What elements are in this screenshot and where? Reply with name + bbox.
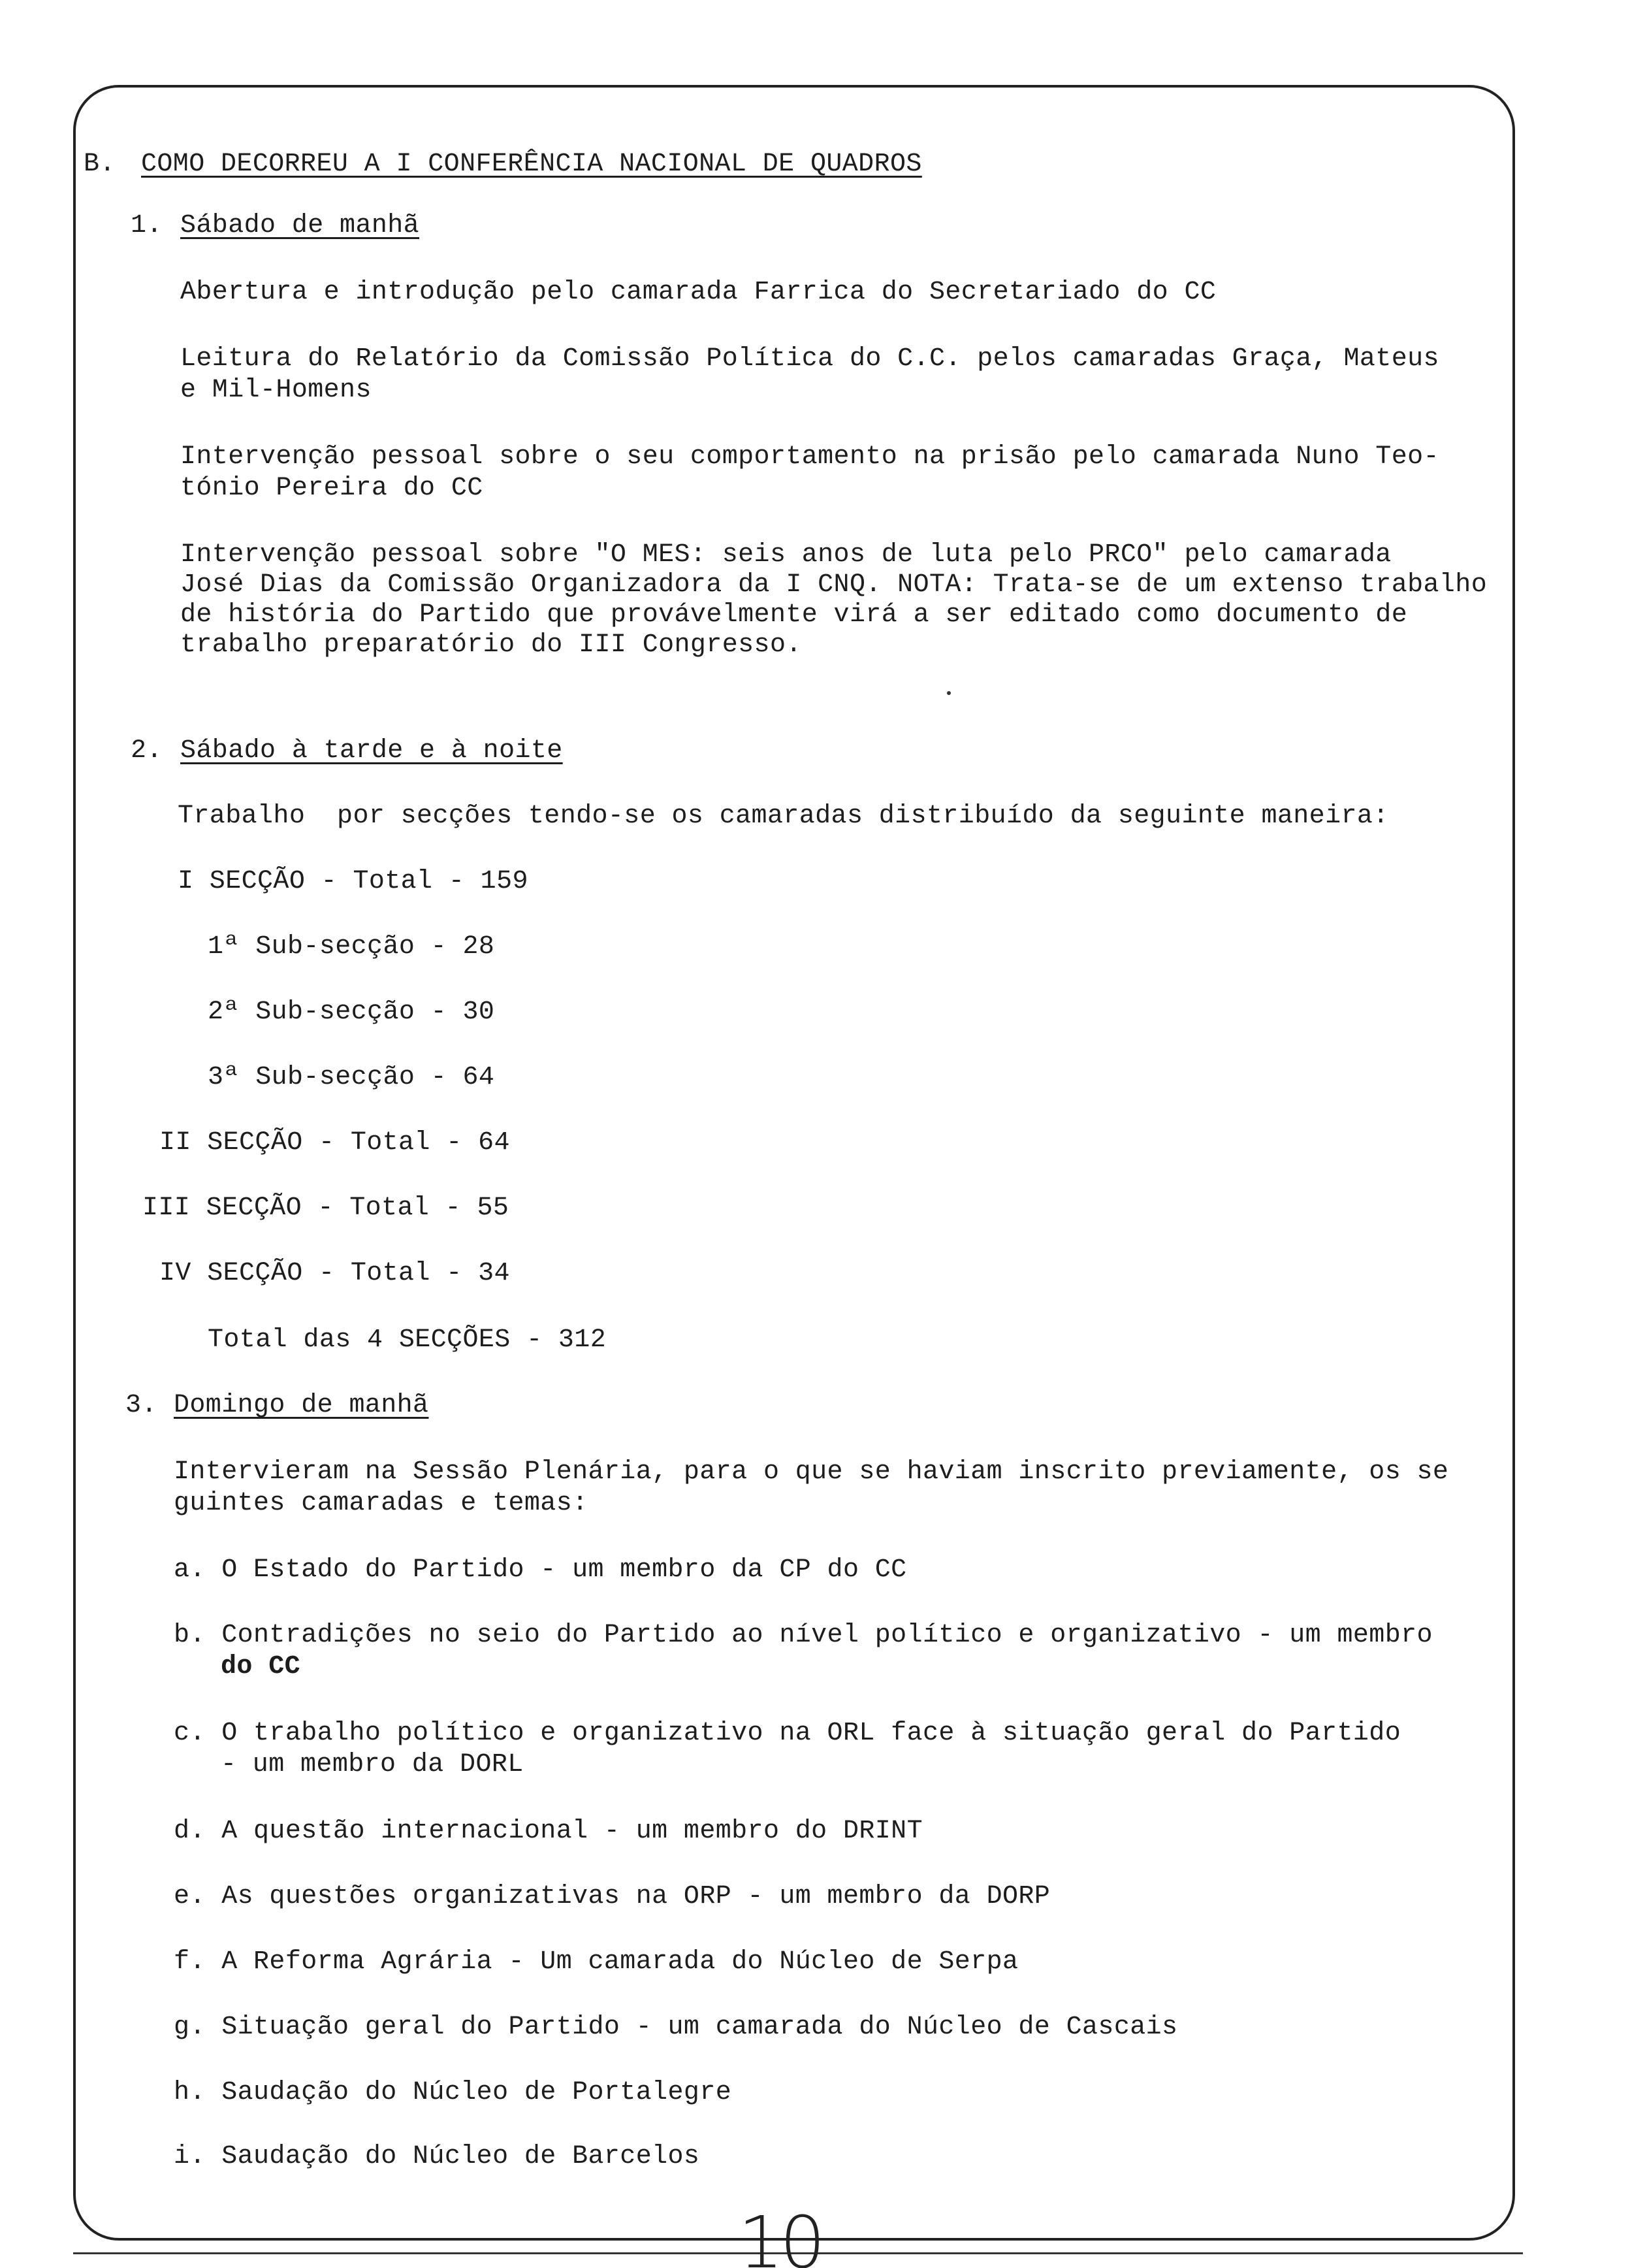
- section-row-iv: IV SECÇÃO - Total - 34: [159, 1259, 510, 1288]
- part1-paragraph-4-line-2: José Dias da Comissão Organizadora da I CNQ. NOTA: Trata-se de um extenso trabalho: [180, 570, 1488, 600]
- part2-number: 2.: [131, 736, 163, 766]
- subsection-row-3: 3ª Sub-secção - 64: [208, 1063, 495, 1092]
- part1-paragraph-4-line-1: Intervenção pessoal sobre "O MES: seis anos de luta pelo PRCO" pelo camarada: [180, 540, 1392, 570]
- part1-paragraph-3-line-1: Intervenção pessoal sobre o seu comportamento na prisão pelo camarada Nuno Teo-: [180, 442, 1439, 472]
- list-item-a: a. O Estado do Partido - um membro da CP do CC: [174, 1555, 907, 1585]
- part2-heading: Sábado à tarde e à noite: [180, 736, 563, 766]
- part3-heading: Domingo de manhã: [174, 1391, 429, 1420]
- subsection-row-1: 1ª Sub-secção - 28: [208, 932, 495, 962]
- part3-number: 3.: [125, 1391, 157, 1420]
- list-item-b-line-2: do CC: [221, 1652, 301, 1681]
- part1-paragraph-4-line-4: trabalho preparatório do III Congresso.: [180, 630, 802, 660]
- subsection-row-2: 2ª Sub-secção - 30: [208, 997, 495, 1027]
- list-item-d: d. A questão internacional - um membro do DRINT: [174, 1817, 923, 1846]
- list-item-i: i. Saudação do Núcleo de Barcelos: [174, 2142, 700, 2171]
- list-item-g: g. Situação geral do Partido - um camarada do Núcleo de Cascais: [174, 2013, 1178, 2042]
- list-item-c-line-1: c. O trabalho político e organizativo na ORL face à situação geral do Partido: [174, 1719, 1401, 1748]
- section-letter: B.: [84, 150, 116, 179]
- part1-heading: Sábado de manhã: [180, 211, 420, 240]
- list-item-f: f. A Reforma Agrária - Um camarada do Núcleo de Serpa: [174, 1947, 1019, 1977]
- part1-paragraph-2-line-1: Leitura do Relatório da Comissão Política do C.C. pelos camaradas Graça, Mateus: [180, 344, 1439, 374]
- page-border-frame: [73, 85, 1515, 2241]
- part1-paragraph-1: Abertura e introdução pelo camarada Farrica do Secretariado do CC: [180, 278, 1217, 307]
- section-row-ii: II SECÇÃO - Total - 64: [159, 1128, 510, 1158]
- section-row-iii: III SECÇÃO - Total - 55: [142, 1193, 509, 1223]
- sections-total-row: Total das 4 SECÇÕES - 312: [208, 1325, 607, 1355]
- part1-paragraph-3-line-2: tónio Pereira do CC: [180, 474, 483, 503]
- part1-number: 1.: [131, 211, 163, 240]
- list-item-b-line-1: b. Contradições no seio do Partido ao nível político e organizativo - um membro: [174, 1621, 1433, 1650]
- section-row-i: I SECÇÃO - Total - 159: [178, 867, 528, 896]
- ink-speck: [947, 691, 951, 695]
- list-item-c-line-2: - um membro da DORL: [221, 1750, 524, 1779]
- part1-paragraph-4-line-3: de história do Partido que provávelmente virá a ser editado como documento de: [180, 600, 1408, 630]
- part3-intro-line-1: Intervieram na Sessão Plenária, para o que se haviam inscrito previamente, os se: [174, 1457, 1449, 1487]
- list-item-h: h. Saudação do Núcleo de Portalegre: [174, 2078, 732, 2107]
- part1-paragraph-2-line-2: e Mil-Homens: [180, 376, 372, 405]
- part2-intro: Trabalho por secções tendo-se os camaradas distribuído da seguinte maneira:: [178, 802, 1389, 831]
- part3-intro-line-2: guintes camaradas e temas:: [174, 1489, 588, 1518]
- list-item-e: e. As questões organizativas na ORP - um membro da DORP: [174, 1882, 1051, 1911]
- page-number: 10: [738, 2201, 822, 2268]
- section-title: COMO DECORREU A I CONFERÊNCIA NACIONAL DE QUADROS: [141, 150, 922, 179]
